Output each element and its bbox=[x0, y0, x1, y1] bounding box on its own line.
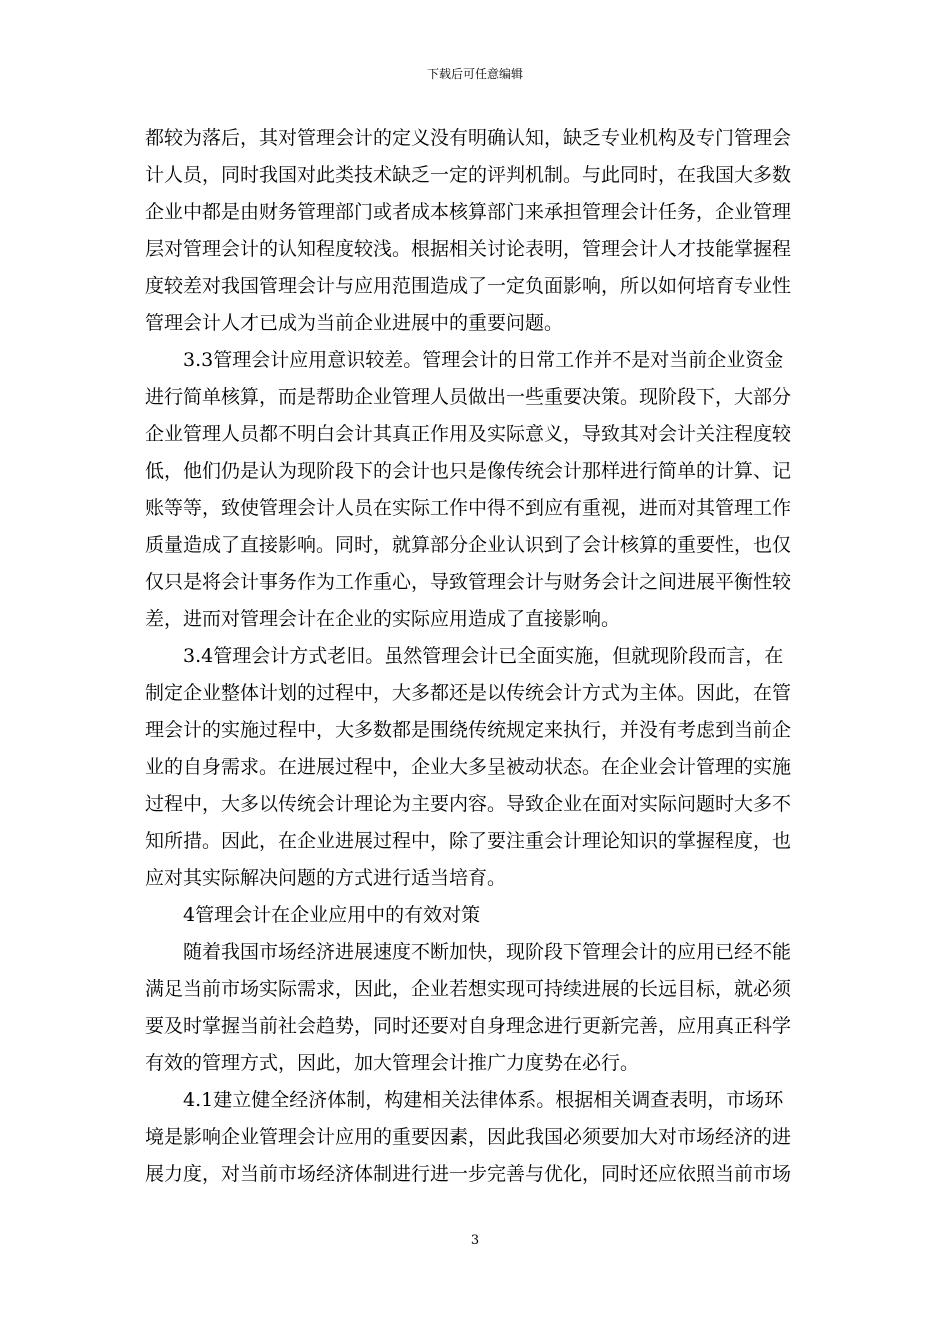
paragraph-2 bbox=[145, 342, 807, 638]
text-line: 4管理会计在企业应用中的有效对策 bbox=[183, 904, 481, 926]
text-line: 都较为落后，其对管理会计的定义没有明确认知，缺乏专业机构及专门管理会 bbox=[145, 127, 792, 149]
text-line: 企业管理人员都不明白会计其真正作用及实际意义，导致其对会计关注程度较 bbox=[145, 423, 792, 445]
text-line: 有效的管理方式，因此，加大管理会计推广力度势在必行。 bbox=[145, 1052, 640, 1074]
text-line: 境是影响企业管理会计应用的重要因素，因此我国必须要加大对市场经济的进 bbox=[145, 1126, 792, 1148]
text-line: 业的自身需求。在进展过程中，企业大多呈被动状态。在企业会计管理的实施 bbox=[145, 756, 792, 778]
section-heading bbox=[145, 897, 807, 934]
paragraph-1 bbox=[145, 120, 807, 342]
text-line: 过程中，大多以传统会计理论为主要内容。导致企业在面对实际问题时大多不 bbox=[145, 793, 792, 815]
text-line: 低，他们仍是认为现阶段下的会计也只是像传统会计那样进行简单的计算、记 bbox=[145, 460, 792, 482]
text-line: 3.3管理会计应用意识较差。管理会计的日常工作并不是对当前企业资金 bbox=[183, 349, 784, 371]
document-body bbox=[145, 120, 807, 1193]
page-header: 下载后可任意编辑 bbox=[426, 67, 523, 81]
text-line: 进行简单核算，而是帮助企业管理人员做出一些重要决策。现阶段下，大部分 bbox=[145, 386, 792, 408]
text-line: 企业中都是由财务管理部门或者成本核算部门来承担管理会计任务，企业管理 bbox=[145, 201, 792, 223]
text-line: 制定企业整体计划的过程中，大多都还是以传统会计方式为主体。因此，在管 bbox=[145, 682, 792, 704]
text-line: 要及时掌握当前社会趋势，同时还要对自身理念进行更新完善，应用真正科学 bbox=[145, 1015, 792, 1037]
paragraph-3 bbox=[145, 638, 807, 897]
text-line: 层对管理会计的认知程度较浅。根据相关讨论表明，管理会计人才技能掌握程 bbox=[145, 238, 792, 260]
text-line: 知所措。因此，在企业进展过程中，除了要注重会计理论知识的掌握程度，也 bbox=[145, 830, 792, 852]
text-line: 账等等，致使管理会计人员在实际工作中得不到应有重视，进而对其管理工作 bbox=[145, 497, 792, 519]
text-line: 仅只是将会计事务作为工作重心，导致管理会计与财务会计之间进展平衡性较 bbox=[145, 571, 792, 593]
text-line: 计人员，同时我国对此类技术缺乏一定的评判机制。与此同时，在我国大多数 bbox=[145, 164, 792, 186]
text-line: 质量造成了直接影响。同时，就算部分企业认识到了会计核算的重要性，也仅 bbox=[145, 534, 792, 556]
text-line: 随着我国市场经济进展速度不断加快，现阶段下管理会计的应用已经不能 bbox=[183, 941, 792, 963]
page-number: 3 bbox=[470, 1233, 480, 1248]
text-line: 理会计的实施过程中，大多数都是围绕传统规定来执行，并没有考虑到当前企 bbox=[145, 719, 792, 741]
text-line: 4.1建立健全经济体制，构建相关法律体系。根据相关调查表明，市场环 bbox=[183, 1089, 784, 1111]
text-line: 展力度，对当前市场经济体制进行进一步完善与优化，同时还应依照当前市场 bbox=[145, 1163, 792, 1185]
paragraph-5 bbox=[145, 1082, 807, 1193]
text-line: 应对其实际解决问题的方式进行适当培育。 bbox=[145, 867, 507, 889]
text-line: 3.4管理会计方式老旧。虽然管理会计已全面实施，但就现阶段而言，在 bbox=[183, 645, 784, 667]
text-line: 满足当前市场实际需求，因此，企业若想实现可持续进展的长远目标，就必须 bbox=[145, 978, 792, 1000]
paragraph-4 bbox=[145, 934, 807, 1082]
text-line: 差，进而对管理会计在企业的实际应用造成了直接影响。 bbox=[145, 608, 621, 630]
text-line: 管理会计人才已成为当前企业进展中的重要问题。 bbox=[145, 312, 564, 334]
text-line: 度较差对我国管理会计与应用范围造成了一定负面影响，所以如何培育专业性 bbox=[145, 275, 792, 297]
